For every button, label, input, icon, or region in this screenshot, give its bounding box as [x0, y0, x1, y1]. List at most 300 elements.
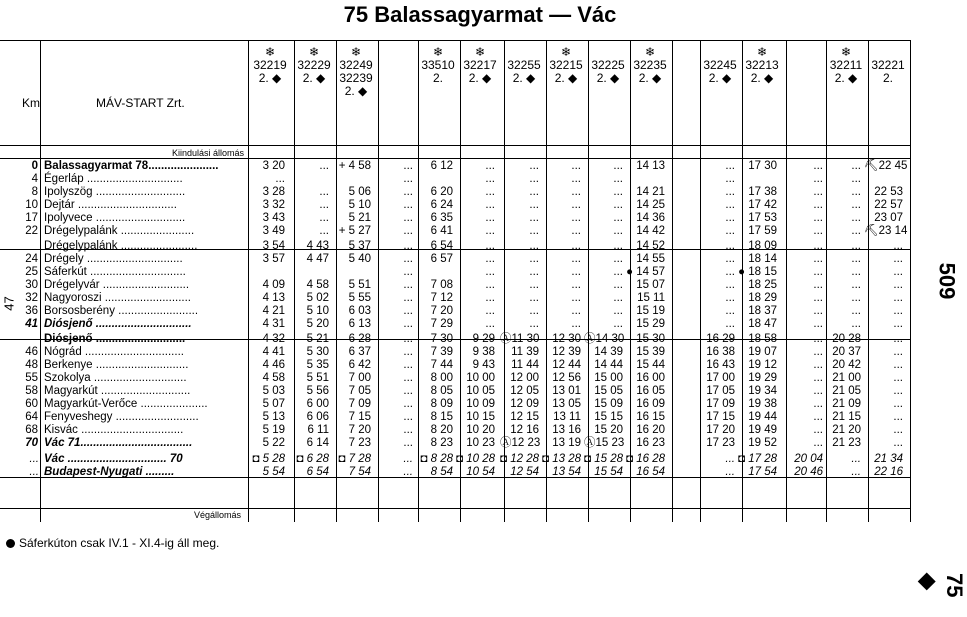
time-cell: 4 32 — [262, 333, 285, 345]
time-cell: 18 29 — [748, 292, 777, 304]
time-cell: ... — [893, 411, 903, 423]
time-cell: ... — [319, 199, 329, 211]
time-cell: ... — [485, 279, 495, 291]
train-class: 2. ◆ — [554, 71, 578, 85]
time-cell: ... — [613, 225, 623, 237]
page-line-number: 75 ◆ — [916, 573, 967, 598]
time-cell: 16 43 — [706, 359, 735, 371]
train-number: 32217 — [463, 58, 497, 72]
train-number: 32213 — [745, 58, 779, 72]
time-cell: ... — [851, 173, 861, 185]
time-cell: 13 01 — [552, 385, 581, 397]
time-cell: ... — [613, 292, 623, 304]
time-cell: 6 35 — [430, 212, 453, 224]
time-cell: 20 42 — [832, 359, 861, 371]
time-cell: ... — [893, 385, 903, 397]
time-cell: ... — [725, 240, 735, 252]
time-cell: 7 30 — [430, 333, 453, 345]
time-cell: 4 58 — [262, 372, 285, 384]
time-cell: ... — [319, 225, 329, 237]
time-cell: 12 54 — [510, 466, 539, 478]
time-cell: Ⓐ11 30 — [500, 333, 540, 345]
time-cell: 17 00 — [706, 372, 735, 384]
table-row — [0, 398, 910, 411]
time-cell: 4 47 — [306, 253, 329, 265]
time-cell: 4 58 — [306, 279, 329, 291]
time-cell: ... — [403, 266, 413, 278]
table-row — [0, 466, 910, 479]
time-cell: 15 29 — [636, 318, 665, 330]
time-cell: 14 39 — [594, 346, 623, 358]
time-cell: ... — [725, 318, 735, 330]
time-cell: ... — [403, 240, 413, 252]
time-cell: 17 05 — [706, 385, 735, 397]
time-cell: ... — [529, 160, 539, 172]
time-cell: ... — [813, 305, 823, 317]
time-cell: 22 16 — [874, 466, 903, 478]
time-cell: 6 06 — [306, 411, 329, 423]
time-cell: ... — [403, 385, 413, 397]
time-cell: ... — [403, 466, 413, 478]
time-cell: 15 00 — [594, 372, 623, 384]
time-cell: 6 14 — [306, 437, 329, 449]
time-cell: 14 42 — [636, 225, 665, 237]
time-cell: ... — [571, 225, 581, 237]
time-cell: 5 21 — [306, 333, 329, 345]
train-class: 2. ◆ — [512, 71, 536, 85]
time-cell: 21 23 — [832, 437, 861, 449]
time-cell: 22 57 — [874, 199, 903, 211]
table-row — [0, 318, 910, 331]
table-row — [0, 199, 910, 212]
time-cell: + 5 27 — [338, 225, 371, 237]
time-cell: 17 38 — [748, 186, 777, 198]
time-cell: ... — [813, 253, 823, 265]
time-cell: 7 15 — [348, 411, 371, 423]
time-cell: 7 09 — [348, 398, 371, 410]
time-cell: 21 05 — [832, 385, 861, 397]
time-cell: ... — [893, 437, 903, 449]
km-cell: 17 — [25, 212, 38, 224]
time-cell: ... — [893, 253, 903, 265]
time-cell: ... — [613, 266, 623, 278]
time-cell: 15 07 — [636, 279, 665, 291]
time-cell: ... — [485, 212, 495, 224]
time-cell: 12 39 — [552, 346, 581, 358]
time-cell: ... — [403, 199, 413, 211]
time-cell: 3 28 — [262, 186, 285, 198]
km-cell: 68 — [25, 424, 38, 436]
time-cell: ... — [813, 292, 823, 304]
table-row — [0, 186, 910, 199]
time-cell: 21 00 — [832, 372, 861, 384]
time-cell: 16 54 — [636, 466, 665, 478]
time-cell: ... — [725, 279, 735, 291]
train-number: 33510 — [421, 58, 455, 72]
time-cell: 15 30 — [636, 333, 665, 345]
station-name: Dejtár ............................... — [44, 199, 177, 211]
time-cell: ... — [403, 160, 413, 172]
time-cell: ... — [851, 186, 861, 198]
time-cell: 5 10 — [348, 199, 371, 211]
time-cell: ... — [851, 266, 861, 278]
time-cell: 5 51 — [348, 279, 371, 291]
time-cell: 3 54 — [262, 240, 285, 252]
time-cell: ... — [319, 160, 329, 172]
time-cell: ... — [571, 292, 581, 304]
time-cell: ... — [403, 292, 413, 304]
time-cell: ⛏22 45 — [864, 160, 908, 172]
time-cell: 5 06 — [348, 186, 371, 198]
time-cell: ... — [725, 225, 735, 237]
time-cell: ... — [571, 186, 581, 198]
time-cell: ● 14 57 — [626, 266, 665, 278]
station-name: Fenyveshegy .......................... — [44, 411, 199, 423]
time-cell: ... — [893, 346, 903, 358]
train-class: 2. ◆ — [638, 71, 662, 85]
footnote-text: Sáferkúton csak IV.1 - XI.4-ig áll meg. — [19, 536, 220, 550]
time-cell: ... — [529, 253, 539, 265]
time-cell: 17 59 — [748, 225, 777, 237]
time-cell: ... — [529, 186, 539, 198]
time-cell: 21 20 — [832, 424, 861, 436]
time-cell: Ⓐ15 23 — [584, 437, 625, 449]
km-cell: 22 — [25, 225, 38, 237]
time-cell: 16 23 — [636, 437, 665, 449]
time-cell: ... — [529, 225, 539, 237]
time-cell: 8 20 — [430, 424, 453, 436]
time-cell: 9 29 — [472, 333, 495, 345]
time-cell: 17 15 — [706, 411, 735, 423]
table-row — [0, 212, 910, 225]
time-cell: 15 20 — [594, 424, 623, 436]
train-class-2: 2. ◆ — [344, 84, 368, 98]
time-cell: 17 23 — [706, 437, 735, 449]
time-cell: ... — [725, 453, 735, 465]
time-cell: 5 55 — [348, 292, 371, 304]
km-cell: 30 — [25, 279, 38, 291]
time-cell: 6 12 — [430, 160, 453, 172]
time-cell: 5 20 — [306, 318, 329, 330]
time-cell: 6 37 — [348, 346, 371, 358]
station-name: Balassagyarmat 78...................... — [44, 160, 219, 172]
time-cell: ... — [851, 318, 861, 330]
train-number: 32245 — [703, 58, 737, 72]
station-name: Sáferkút .............................. — [44, 266, 186, 278]
time-cell: 4 21 — [262, 305, 285, 317]
time-cell: ◘ 10 28 — [456, 453, 495, 465]
time-cell: 7 54 — [348, 466, 371, 478]
time-cell: ... — [893, 279, 903, 291]
time-cell: ... — [571, 240, 581, 252]
km-cell: 10 — [25, 199, 38, 211]
time-cell: 19 52 — [748, 437, 777, 449]
side-label-left: 47 — [1, 296, 17, 311]
time-cell: 6 54 — [430, 240, 453, 252]
time-cell: ... — [613, 212, 623, 224]
time-cell: 4 09 — [262, 279, 285, 291]
time-cell: ◘ 13 28 — [542, 453, 581, 465]
time-cell: 3 20 — [262, 160, 285, 172]
train-class: 2. ◆ — [258, 71, 282, 85]
time-cell: ... — [613, 173, 623, 185]
time-cell: ... — [851, 212, 861, 224]
time-cell: ... — [29, 466, 39, 478]
time-cell: ... — [813, 279, 823, 291]
table-row — [0, 225, 910, 238]
time-cell: 16 38 — [706, 346, 735, 358]
train-class: 32239 — [339, 71, 373, 85]
time-cell: 7 29 — [430, 318, 453, 330]
time-cell: + 4 58 — [338, 160, 371, 172]
time-cell: ... — [529, 279, 539, 291]
time-cell: ... — [813, 385, 823, 397]
time-cell: 5 37 — [348, 240, 371, 252]
grid-line — [0, 40, 910, 41]
time-cell: ... — [725, 199, 735, 211]
table-row — [0, 253, 910, 266]
time-cell: 21 34 — [874, 453, 903, 465]
train-header — [826, 46, 866, 85]
time-cell: ... — [813, 359, 823, 371]
time-cell: ... — [485, 318, 495, 330]
time-cell: 19 34 — [748, 385, 777, 397]
train-class: 2. ◆ — [708, 71, 732, 85]
time-cell: 3 57 — [262, 253, 285, 265]
train-number: 32211 — [829, 58, 863, 72]
train-class: 2. ◆ — [302, 71, 326, 85]
time-cell: ... — [529, 292, 539, 304]
train-header — [336, 46, 376, 98]
time-cell: 12 09 — [510, 398, 539, 410]
time-cell: ... — [613, 253, 623, 265]
time-cell: ... — [571, 279, 581, 291]
time-cell: 13 05 — [552, 398, 581, 410]
time-cell: 7 12 — [430, 292, 453, 304]
bullet-icon — [6, 539, 15, 548]
train-class: 2. ◆ — [468, 71, 492, 85]
station-name: Drégelypalánk ........................ — [44, 240, 198, 252]
time-cell: 6 42 — [348, 359, 371, 371]
footnote — [6, 536, 219, 550]
time-cell: 6 20 — [430, 186, 453, 198]
time-cell: 5 03 — [262, 385, 285, 397]
time-cell: ... — [893, 372, 903, 384]
km-cell: 4 — [31, 173, 38, 185]
time-cell: 14 36 — [636, 212, 665, 224]
time-cell: ... — [403, 173, 413, 185]
time-cell: ... — [893, 333, 903, 345]
station-name: Magyarkút-Verőce ..................... — [44, 398, 208, 410]
time-cell: 21 15 — [832, 411, 861, 423]
time-cell: ... — [725, 160, 735, 172]
time-cell: ... — [613, 160, 623, 172]
time-cell: 5 35 — [306, 359, 329, 371]
time-cell: 18 37 — [748, 305, 777, 317]
time-cell: ... — [529, 199, 539, 211]
km-cell: 55 — [25, 372, 38, 384]
time-cell: ... — [403, 186, 413, 198]
time-cell: ... — [403, 212, 413, 224]
time-cell: ... — [813, 333, 823, 345]
time-cell: ... — [571, 305, 581, 317]
time-cell: 8 54 — [430, 466, 453, 478]
km-cell: 58 — [25, 385, 38, 397]
time-cell: 18 25 — [748, 279, 777, 291]
time-cell: ... — [485, 292, 495, 304]
time-cell: ... — [529, 212, 539, 224]
time-cell: 7 08 — [430, 279, 453, 291]
time-cell: ... — [851, 160, 861, 172]
time-cell: 3 43 — [262, 212, 285, 224]
time-cell: ... — [813, 437, 823, 449]
time-cell: ... — [403, 253, 413, 265]
time-cell: ... — [613, 199, 623, 211]
train-header — [504, 46, 544, 85]
station-name: Vác 71................................... — [44, 437, 193, 449]
time-cell: ... — [893, 240, 903, 252]
time-cell: ... — [813, 199, 823, 211]
snowflake-icon: ❄ — [350, 45, 362, 59]
time-cell: ... — [403, 437, 413, 449]
time-cell: 6 41 — [430, 225, 453, 237]
time-cell: 7 39 — [430, 346, 453, 358]
time-cell: 15 11 — [637, 292, 665, 304]
time-cell: ... — [893, 318, 903, 330]
time-cell: 3 32 — [262, 199, 285, 211]
station-name: Drégelypalánk ....................... — [44, 225, 195, 237]
time-cell: ... — [403, 411, 413, 423]
km-header: Km — [22, 96, 40, 110]
train-header — [630, 46, 670, 85]
station-name: Kisvác ................................ — [44, 424, 184, 436]
time-cell: 15 19 — [636, 305, 665, 317]
time-cell: 8 09 — [430, 398, 453, 410]
time-cell: 10 15 — [466, 411, 495, 423]
time-cell: 13 54 — [552, 466, 581, 478]
km-cell: 8 — [31, 186, 38, 198]
time-cell: 7 44 — [430, 359, 453, 371]
time-cell: 23 07 — [874, 212, 903, 224]
time-cell: Ⓐ14 30 — [584, 333, 625, 345]
table-row — [0, 333, 910, 346]
km-cell: 46 — [25, 346, 38, 358]
time-cell: 18 14 — [748, 253, 777, 265]
time-cell: 3 49 — [262, 225, 285, 237]
time-cell: ... — [529, 305, 539, 317]
time-cell: ... — [813, 186, 823, 198]
time-cell: 16 09 — [636, 398, 665, 410]
page-title: 75 Balassagyarmat — Vác — [343, 2, 617, 27]
station-name: Borsosberény ......................... — [44, 305, 199, 317]
time-cell: 5 30 — [306, 346, 329, 358]
train-number: 32255 — [507, 58, 541, 72]
time-cell: ... — [403, 305, 413, 317]
time-cell: ... — [813, 424, 823, 436]
time-cell: 4 13 — [262, 292, 285, 304]
time-cell: 13 16 — [552, 424, 581, 436]
train-header — [418, 46, 458, 85]
time-cell: ... — [725, 466, 735, 478]
time-cell: 6 57 — [430, 253, 453, 265]
time-cell: 4 43 — [306, 240, 329, 252]
time-cell: 7 20 — [430, 305, 453, 317]
time-cell: ... — [571, 266, 581, 278]
table-row — [0, 266, 910, 279]
time-cell: ... — [485, 186, 495, 198]
time-cell: 17 30 — [748, 160, 777, 172]
time-cell: ... — [725, 186, 735, 198]
time-cell: ... — [319, 186, 329, 198]
time-cell: 5 40 — [348, 253, 371, 265]
time-cell: ... — [485, 253, 495, 265]
time-cell: ... — [813, 240, 823, 252]
table-row — [0, 292, 910, 305]
time-cell: 12 30 — [552, 333, 581, 345]
time-cell: 16 00 — [636, 372, 665, 384]
train-header — [742, 46, 782, 85]
time-cell: ... — [851, 199, 861, 211]
table-row — [0, 424, 910, 437]
table-row — [0, 346, 910, 359]
time-cell: 4 41 — [262, 346, 285, 358]
time-cell: 13 11 — [553, 411, 581, 423]
snowflake-icon: ❄ — [308, 45, 320, 59]
table-row — [0, 173, 910, 186]
km-cell: 25 — [25, 266, 38, 278]
time-cell: 12 00 — [510, 372, 539, 384]
table-row — [0, 437, 910, 450]
time-cell: ... — [613, 305, 623, 317]
km-cell: 0 — [31, 160, 38, 172]
station-name: Magyarkút ............................ — [44, 385, 191, 397]
time-cell: 14 21 — [636, 186, 665, 198]
time-cell: ... — [851, 453, 861, 465]
time-cell: 5 10 — [306, 305, 329, 317]
time-cell: ... — [813, 173, 823, 185]
train-header — [588, 46, 628, 85]
time-cell: 18 47 — [748, 318, 777, 330]
time-cell: 6 28 — [348, 333, 371, 345]
time-cell: 5 02 — [306, 292, 329, 304]
departure-station-label: Kiindulási állomás — [172, 148, 245, 158]
train-number: 32225 — [591, 58, 625, 72]
time-cell: 10 00 — [466, 372, 495, 384]
time-cell: 12 56 — [552, 372, 581, 384]
time-cell: ◘ 16 28 — [626, 453, 665, 465]
train-number: 32235 — [633, 58, 667, 72]
time-cell: ... — [725, 173, 735, 185]
time-cell: 10 23 — [466, 437, 495, 449]
grid-line — [0, 145, 910, 146]
train-class: 2. ◆ — [750, 71, 774, 85]
station-name: Nagyoroszi ........................... — [44, 292, 191, 304]
time-cell: 6 03 — [348, 305, 371, 317]
time-cell: ... — [851, 279, 861, 291]
time-cell: ⛏23 14 — [864, 225, 908, 237]
time-cell: ... — [571, 199, 581, 211]
time-cell: ... — [725, 305, 735, 317]
time-cell: 7 05 — [348, 385, 371, 397]
snowflake-icon: ❄ — [432, 45, 444, 59]
time-cell: ... — [893, 292, 903, 304]
time-cell: 16 15 — [636, 411, 665, 423]
arrival-station-label: Végállomás — [194, 510, 242, 520]
time-cell: 10 05 — [466, 385, 495, 397]
time-cell: ... — [403, 225, 413, 237]
km-cell: 48 — [25, 359, 38, 371]
time-cell: 4 46 — [262, 359, 285, 371]
